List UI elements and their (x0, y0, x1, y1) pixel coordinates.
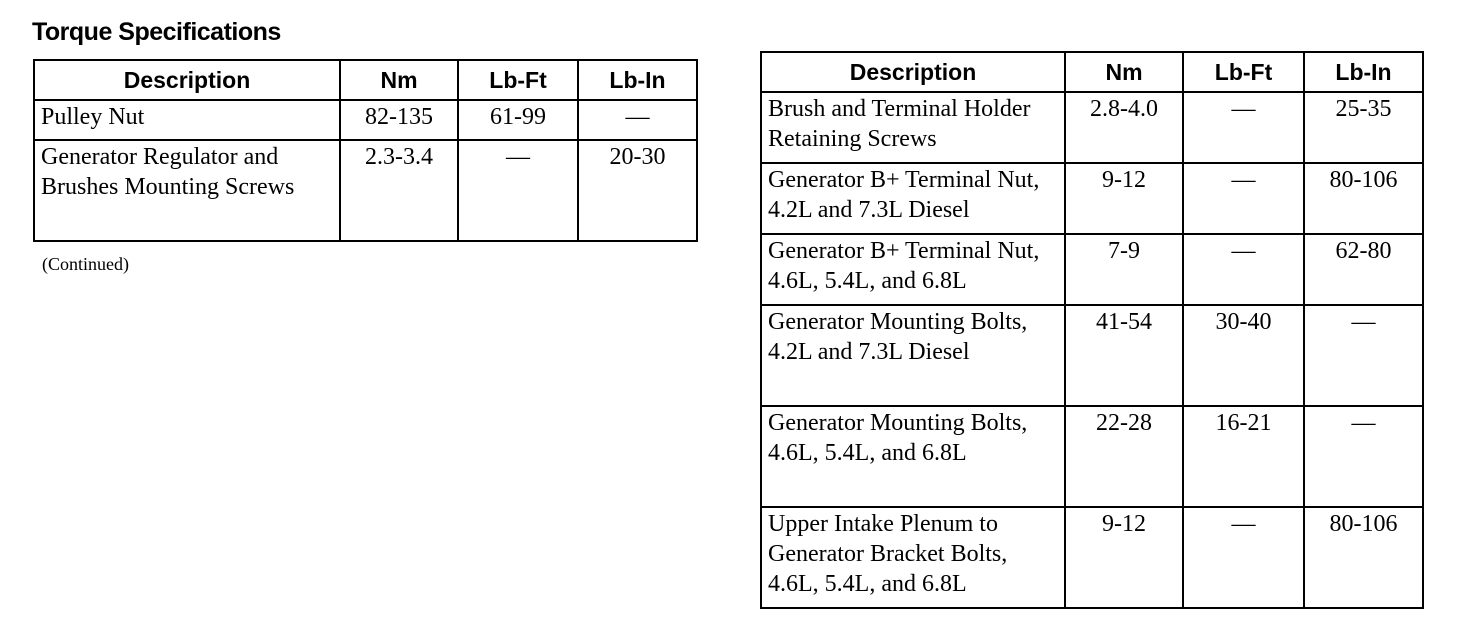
cell-nm: 9-12 (1065, 507, 1183, 608)
cell-lbft: — (1183, 507, 1304, 608)
cell-nm: 2.8-4.0 (1065, 92, 1183, 163)
column-header-description: Description (761, 52, 1065, 92)
cell-nm: 7-9 (1065, 234, 1183, 305)
column-header-nm: Nm (1065, 52, 1183, 92)
page-title: Torque Specifications (32, 18, 281, 46)
cell-lbft: — (1183, 163, 1304, 234)
column-header-nm: Nm (340, 60, 458, 100)
table-header-row (34, 60, 697, 100)
cell-lbft: — (458, 140, 578, 241)
cell-lbft: — (1183, 234, 1304, 305)
cell-lbft: — (1183, 92, 1304, 163)
column-header-description: Description (34, 60, 340, 100)
cell-lbft: 30-40 (1183, 305, 1304, 406)
table-row (761, 92, 1423, 163)
table-row (761, 305, 1423, 406)
cell-description: Generator B+ Terminal Nut, 4.6L, 5.4L, and 6.8L (761, 234, 1065, 305)
table-row (761, 234, 1423, 305)
cell-nm: 9-12 (1065, 163, 1183, 234)
torque-table-left (33, 59, 698, 242)
cell-lbft: 61-99 (458, 100, 578, 140)
cell-lbin: 25-35 (1304, 92, 1423, 163)
cell-nm: 2.3-3.4 (340, 140, 458, 241)
cell-nm: 22-28 (1065, 406, 1183, 507)
cell-lbin: 20-30 (578, 140, 697, 241)
cell-description: Generator Mounting Bolts, 4.6L, 5.4L, and 6.8L (761, 406, 1065, 507)
cell-description: Generator Mounting Bolts, 4.2L and 7.3L Diesel (761, 305, 1065, 406)
cell-lbin: 62-80 (1304, 234, 1423, 305)
cell-description: Generator Regulator and Brushes Mounting Screws (34, 140, 340, 241)
cell-description: Upper Intake Plenum to Generator Bracket Bolts, 4.6L, 5.4L, and 6.8L (761, 507, 1065, 608)
cell-description: Brush and Terminal Holder Retaining Screws (761, 92, 1065, 163)
continued-note: (Continued) (42, 254, 129, 274)
table-header-row (761, 52, 1423, 92)
cell-lbin: — (578, 100, 697, 140)
torque-table-right (760, 51, 1424, 609)
table-row (761, 507, 1423, 608)
table-row (34, 100, 697, 140)
column-header-lbft: Lb-Ft (458, 60, 578, 100)
column-header-lbft: Lb-Ft (1183, 52, 1304, 92)
column-header-lbin: Lb-In (578, 60, 697, 100)
cell-nm: 41-54 (1065, 305, 1183, 406)
column-header-lbin: Lb-In (1304, 52, 1423, 92)
cell-lbin: 80-106 (1304, 507, 1423, 608)
cell-lbft: 16-21 (1183, 406, 1304, 507)
table-row (761, 163, 1423, 234)
table-row (34, 140, 697, 241)
cell-lbin: 80-106 (1304, 163, 1423, 234)
cell-description: Generator B+ Terminal Nut, 4.2L and 7.3L Diesel (761, 163, 1065, 234)
cell-lbin: — (1304, 406, 1423, 507)
cell-lbin: — (1304, 305, 1423, 406)
table-row (761, 406, 1423, 507)
cell-nm: 82-135 (340, 100, 458, 140)
cell-description: Pulley Nut (34, 100, 340, 140)
